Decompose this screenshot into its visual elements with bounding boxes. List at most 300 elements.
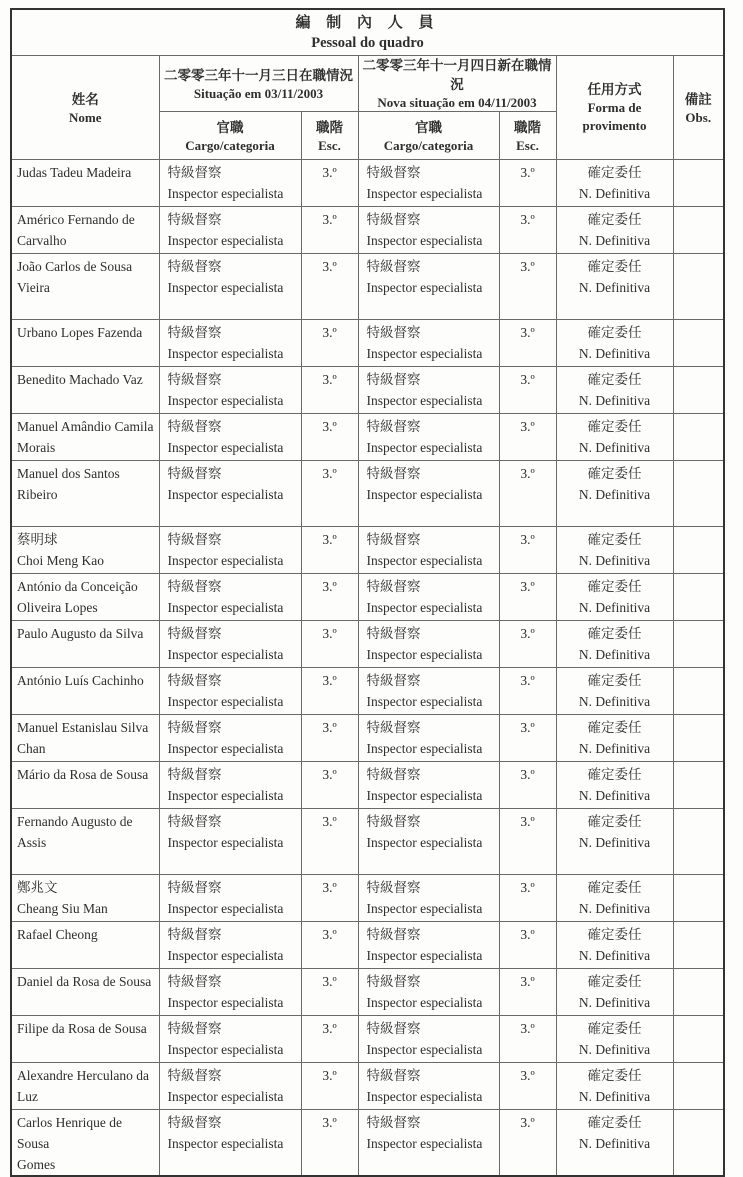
forma-cell [556,1016,673,1063]
forma-pt: N. Definitiva [578,440,651,455]
forma-cell [556,574,673,621]
header-new-cargo-pt: Cargo/categoria [383,137,474,153]
new-cargo-cell [358,367,499,414]
new-esc-cell [499,809,556,875]
forma-zh: 確定委任 [587,927,642,942]
obs-cell [673,1063,724,1110]
name-line1: Paulo Augusto da Silva [17,626,144,641]
new-cargo-pt: Inspector especialista [366,487,483,502]
name-line1: 鄭兆文 [17,880,58,895]
old-esc-cell [301,875,358,922]
old-esc-value: 3.º [322,927,337,942]
name-line1: António Luís Cachinho [17,673,144,688]
personnel-row [11,574,724,621]
name-line1: Urbano Lopes Fazenda [17,325,143,340]
new-cargo-zh: 特級督察 [366,814,421,829]
old-esc-cell [301,254,358,320]
new-esc-cell [499,762,556,809]
old-esc-cell [301,621,358,668]
old-cargo-zh: 特級督察 [167,974,222,989]
new-esc-cell [499,1016,556,1063]
new-cargo-cell [358,715,499,762]
new-cargo-cell [358,809,499,875]
personnel-row [11,621,724,668]
old-cargo-zh: 特級督察 [167,814,222,829]
new-cargo-cell [358,160,499,207]
old-esc-value: 3.º [322,419,337,434]
new-cargo-zh: 特級督察 [366,165,421,180]
old-cargo-pt: Inspector especialista [167,393,284,408]
new-cargo-pt: Inspector especialista [366,233,483,248]
header-old-esc-pt: Esc. [318,137,341,153]
new-cargo-zh: 特級督察 [366,974,421,989]
forma-cell [556,527,673,574]
new-cargo-cell [358,922,499,969]
forma-zh: 確定委任 [587,212,642,227]
new-esc-value: 3.º [520,626,535,641]
new-esc-value: 3.º [520,325,535,340]
old-cargo-cell [159,461,301,527]
new-esc-value: 3.º [520,419,535,434]
header-obs-pt: Obs. [685,109,712,125]
new-esc-value: 3.º [520,212,535,227]
old-esc-value: 3.º [322,579,337,594]
forma-pt: N. Definitiva [578,1136,651,1151]
name-line1: Américo Fernando de [17,212,135,227]
header-old-situation [159,56,358,112]
new-cargo-pt: Inspector especialista [366,1136,483,1151]
old-esc-cell [301,1110,358,1177]
name-cell [11,367,159,414]
new-esc-cell [499,922,556,969]
group-header-row [11,56,724,112]
forma-cell [556,207,673,254]
personnel-row [11,668,724,715]
new-cargo-zh: 特級督察 [366,673,421,688]
old-cargo-cell [159,207,301,254]
new-cargo-pt: Inspector especialista [366,901,483,916]
forma-zh: 確定委任 [587,325,642,340]
new-cargo-cell [358,527,499,574]
old-esc-value: 3.º [322,212,337,227]
personnel-row [11,809,724,875]
new-cargo-cell [358,574,499,621]
new-cargo-pt: Inspector especialista [366,1042,483,1057]
header-old-cargo-zh: 官職 [216,119,244,135]
name-line1: Mário da Rosa de Sousa [17,767,149,782]
header-forma-zh: 任用方式 [587,82,642,97]
header-old-esc [301,112,358,160]
old-esc-cell [301,809,358,875]
old-cargo-cell [159,320,301,367]
forma-cell [556,414,673,461]
header-new-cargo-zh: 官職 [415,119,442,135]
new-cargo-zh: 特級督察 [366,1021,421,1036]
name-cell [11,414,159,461]
old-cargo-pt: Inspector especialista [167,694,284,709]
table-title [11,9,724,56]
forma-cell [556,1110,673,1177]
old-cargo-cell [159,668,301,715]
old-cargo-pt: Inspector especialista [167,186,284,201]
name-cell [11,621,159,668]
obs-cell [673,621,724,668]
new-esc-cell [499,207,556,254]
name-line1: Manuel dos Santos Ribeiro [17,466,120,502]
old-esc-value: 3.º [322,767,337,782]
new-cargo-pt: Inspector especialista [366,280,483,295]
name-line2: Oliveira Lopes [17,600,98,615]
new-esc-cell [499,160,556,207]
new-cargo-cell [358,254,499,320]
forma-cell [556,160,673,207]
new-esc-value: 3.º [520,259,535,274]
name-cell [11,207,159,254]
personnel-row [11,1016,724,1063]
forma-pt: N. Definitiva [578,346,651,361]
header-old-situation-zh: 二零零三年十一月三日在職情況 [164,67,353,83]
new-esc-value: 3.º [520,974,535,989]
new-esc-cell [499,1063,556,1110]
new-esc-cell [499,621,556,668]
name-line1: João Carlos de Sousa Vieira [17,259,133,295]
obs-cell [673,922,724,969]
header-new-cargo [358,112,499,160]
personnel-row [11,160,724,207]
old-esc-cell [301,668,358,715]
forma-cell [556,875,673,922]
old-cargo-pt: Inspector especialista [167,788,284,803]
old-esc-value: 3.º [322,814,337,829]
header-new-situation [358,56,556,112]
forma-cell [556,254,673,320]
old-esc-cell [301,320,358,367]
obs-cell [673,969,724,1016]
obs-cell [673,320,724,367]
new-cargo-zh: 特級督察 [366,212,421,227]
new-esc-cell [499,414,556,461]
old-esc-cell [301,1063,358,1110]
new-cargo-pt: Inspector especialista [366,647,483,662]
new-cargo-zh: 特級督察 [366,927,421,942]
old-cargo-cell [159,574,301,621]
header-forma-pt-line1: Forma de [587,100,642,115]
new-esc-cell [499,1110,556,1177]
new-cargo-pt: Inspector especialista [366,694,483,709]
old-cargo-pt: Inspector especialista [167,1042,284,1057]
old-cargo-cell [159,1110,301,1177]
new-cargo-pt: Inspector especialista [366,835,483,850]
new-esc-cell [499,969,556,1016]
personnel-row [11,461,724,527]
forma-pt: N. Definitiva [578,835,651,850]
forma-cell [556,461,673,527]
old-cargo-pt: Inspector especialista [167,233,284,248]
name-line2 [17,298,156,319]
new-cargo-pt: Inspector especialista [366,600,483,615]
forma-zh: 確定委任 [587,1115,642,1130]
header-forma-column [556,56,673,160]
forma-pt: N. Definitiva [578,647,651,662]
old-cargo-cell [159,762,301,809]
forma-zh: 確定委任 [587,532,642,547]
forma-zh: 確定委任 [587,974,642,989]
forma-zh: 確定委任 [587,259,642,274]
forma-zh: 確定委任 [587,1021,642,1036]
header-new-situation-pt: Nova situação em 04/11/2003 [377,95,537,110]
forma-pt: N. Definitiva [578,741,651,756]
old-cargo-cell [159,160,301,207]
forma-cell [556,367,673,414]
new-esc-cell [499,527,556,574]
obs-cell [673,668,724,715]
personnel-row [11,207,724,254]
old-cargo-zh: 特級督察 [167,212,222,227]
old-cargo-pt: Inspector especialista [167,647,284,662]
obs-cell [673,414,724,461]
forma-cell [556,1063,673,1110]
old-cargo-pt: Inspector especialista [167,741,284,756]
new-esc-value: 3.º [520,880,535,895]
obs-cell [673,762,724,809]
old-esc-value: 3.º [322,720,337,735]
forma-pt: N. Definitiva [578,553,651,568]
forma-zh: 確定委任 [587,165,642,180]
header-old-situation-pt: Situação em 03/11/2003 [193,85,324,101]
name-line2 [17,183,156,204]
old-esc-cell [301,461,358,527]
obs-cell [673,574,724,621]
forma-zh: 確定委任 [587,720,642,735]
header-forma-pt-line2: provimento [582,118,647,133]
old-cargo-pt: Inspector especialista [167,487,284,502]
old-cargo-pt: Inspector especialista [167,600,284,615]
name-cell [11,715,159,762]
old-cargo-zh: 特級督察 [167,927,222,942]
old-esc-value: 3.º [322,673,337,688]
forma-pt: N. Definitiva [578,186,651,201]
old-esc-cell [301,969,358,1016]
old-esc-value: 3.º [322,1115,337,1130]
title-row [11,9,724,56]
name-cell [11,875,159,922]
name-line1: Fernando Augusto de Assis [17,814,133,850]
new-cargo-zh: 特級督察 [366,466,421,481]
name-line1: Manuel Amândio Camila [17,419,154,434]
name-cell [11,320,159,367]
old-cargo-zh: 特級督察 [167,259,222,274]
old-cargo-pt: Inspector especialista [167,948,284,963]
new-cargo-cell [358,1016,499,1063]
personnel-row [11,254,724,320]
forma-zh: 確定委任 [587,579,642,594]
old-cargo-pt: Inspector especialista [167,901,284,916]
name-cell [11,922,159,969]
old-cargo-cell [159,715,301,762]
header-old-cargo [159,112,301,160]
personnel-row [11,922,724,969]
name-line2: Choi Meng Kao [17,553,104,568]
old-cargo-zh: 特級督察 [167,1068,222,1083]
name-line1: Filipe da Rosa de Sousa [17,1021,147,1036]
new-cargo-zh: 特級督察 [366,372,421,387]
old-cargo-cell [159,621,301,668]
new-cargo-pt: Inspector especialista [366,553,483,568]
header-name-zh: 姓名 [71,91,99,107]
obs-cell [673,461,724,527]
header-old-esc-zh: 職階 [316,119,343,135]
obs-cell [673,809,724,875]
name-cell [11,668,159,715]
new-cargo-pt: Inspector especialista [366,440,483,455]
personnel-row [11,715,724,762]
name-cell [11,809,159,875]
new-cargo-zh: 特級督察 [366,1068,421,1083]
personnel-row [11,320,724,367]
new-esc-value: 3.º [520,1115,535,1130]
obs-cell [673,1110,724,1177]
new-cargo-cell [358,621,499,668]
forma-zh: 確定委任 [587,814,642,829]
name-line2 [17,992,156,1013]
new-esc-value: 3.º [520,720,535,735]
new-cargo-zh: 特級督察 [366,259,421,274]
old-cargo-zh: 特級督察 [167,1021,222,1036]
name-line1: Manuel Estanislau Silva [17,720,149,735]
obs-cell [673,527,724,574]
name-line2 [17,390,156,411]
forma-pt: N. Definitiva [578,280,651,295]
new-cargo-pt: Inspector especialista [366,393,483,408]
forma-pt: N. Definitiva [578,487,651,502]
old-esc-value: 3.º [322,325,337,340]
name-line2: Luz [17,1089,38,1104]
new-cargo-zh: 特級督察 [366,1115,421,1130]
old-cargo-cell [159,254,301,320]
forma-pt: N. Definitiva [578,393,651,408]
old-cargo-zh: 特級督察 [167,419,222,434]
forma-pt: N. Definitiva [578,948,651,963]
old-cargo-zh: 特級督察 [167,372,222,387]
name-cell [11,969,159,1016]
name-line2: Cheang Siu Man [17,901,108,916]
personnel-row [11,969,724,1016]
new-esc-value: 3.º [520,927,535,942]
header-name-column [11,56,159,160]
name-line1: António da Conceição [17,579,138,594]
personnel-row [11,762,724,809]
personnel-row [11,527,724,574]
forma-pt: N. Definitiva [578,600,651,615]
new-esc-value: 3.º [520,372,535,387]
name-line1: Carlos Henrique de Sousa [17,1115,122,1151]
name-cell [11,1016,159,1063]
name-line1: Judas Tadeu Madeira [17,165,132,180]
new-cargo-cell [358,320,499,367]
personnel-table [10,8,725,1177]
new-cargo-pt: Inspector especialista [366,995,483,1010]
forma-cell [556,320,673,367]
header-obs-column [673,56,724,160]
name-line2: Carvalho [17,233,67,248]
forma-zh: 確定委任 [587,767,642,782]
forma-pt: N. Definitiva [578,1089,651,1104]
name-cell [11,254,159,320]
forma-zh: 確定委任 [587,419,642,434]
name-line2 [17,945,156,966]
old-cargo-cell [159,1063,301,1110]
new-cargo-zh: 特級督察 [366,626,421,641]
name-cell [11,1063,159,1110]
new-esc-value: 3.º [520,767,535,782]
new-esc-value: 3.º [520,1021,535,1036]
new-esc-cell [499,574,556,621]
personnel-row [11,367,724,414]
old-esc-cell [301,160,358,207]
old-cargo-pt: Inspector especialista [167,1089,284,1104]
old-cargo-cell [159,414,301,461]
old-cargo-pt: Inspector especialista [167,1136,284,1151]
name-line2 [17,644,156,665]
old-cargo-zh: 特級督察 [167,626,222,641]
name-line1: Benedito Machado Vaz [17,372,143,387]
old-cargo-cell [159,809,301,875]
new-esc-cell [499,875,556,922]
old-esc-cell [301,715,358,762]
header-new-esc-zh: 職階 [514,119,541,135]
forma-zh: 確定委任 [587,1068,642,1083]
new-cargo-zh: 特級督察 [366,720,421,735]
old-cargo-zh: 特級督察 [167,325,222,340]
name-line2 [17,853,156,874]
header-new-esc [499,112,556,160]
name-line2: Morais [17,440,56,455]
obs-cell [673,160,724,207]
forma-cell [556,809,673,875]
name-cell [11,461,159,527]
old-cargo-pt: Inspector especialista [167,835,284,850]
old-cargo-zh: 特級督察 [167,673,222,688]
new-esc-value: 3.º [520,1068,535,1083]
obs-cell [673,367,724,414]
new-cargo-zh: 特級督察 [366,767,421,782]
personnel-rows [11,160,724,1177]
obs-cell [673,207,724,254]
new-cargo-cell [358,875,499,922]
old-esc-cell [301,527,358,574]
new-esc-value: 3.º [520,673,535,688]
name-line2: Chan [17,741,46,756]
new-esc-value: 3.º [520,579,535,594]
new-cargo-pt: Inspector especialista [366,948,483,963]
old-cargo-zh: 特級督察 [167,532,222,547]
obs-cell [673,875,724,922]
new-cargo-cell [358,668,499,715]
old-esc-cell [301,414,358,461]
header-old-cargo-pt: Cargo/categoria [185,137,275,153]
new-esc-cell [499,668,556,715]
new-cargo-pt: Inspector especialista [366,186,483,201]
new-cargo-zh: 特級督察 [366,325,421,340]
new-esc-cell [499,320,556,367]
old-cargo-zh: 特級督察 [167,466,222,481]
forma-cell [556,621,673,668]
old-cargo-pt: Inspector especialista [167,346,284,361]
forma-cell [556,762,673,809]
old-cargo-zh: 特級督察 [167,720,222,735]
new-cargo-zh: 特級督察 [366,579,421,594]
old-cargo-cell [159,922,301,969]
